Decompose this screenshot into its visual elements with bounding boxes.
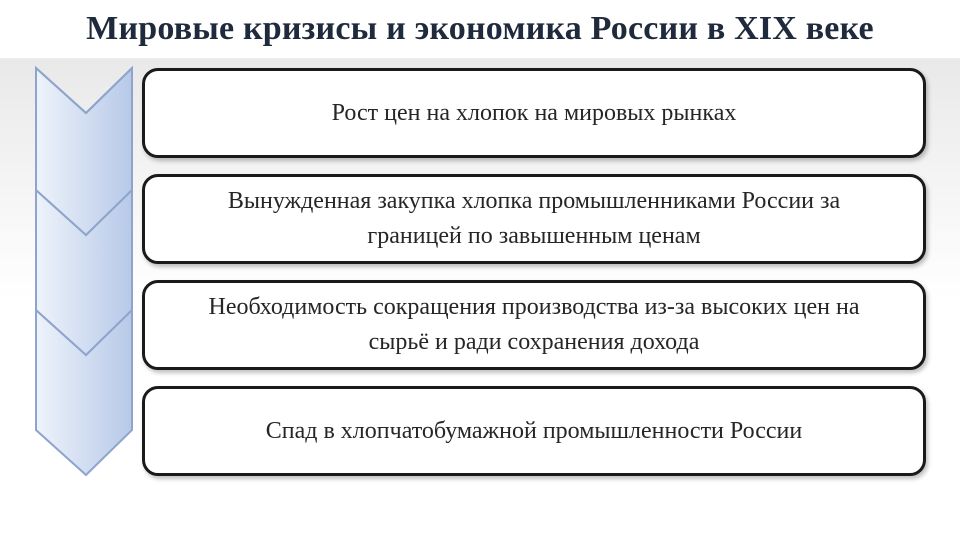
step-text-4: Спад в хлопчатобумажной промышленности России bbox=[265, 417, 803, 444]
step-box-1 bbox=[142, 68, 926, 158]
step-box-2 bbox=[142, 174, 926, 264]
step-box-3 bbox=[142, 280, 926, 370]
step-text-1: Рост цен на хлопок на мировых рынках bbox=[331, 99, 737, 126]
slide-title: Мировые кризисы и экономика России в XIX веке bbox=[86, 10, 874, 47]
step-box-4 bbox=[142, 386, 926, 476]
step-text-3: Необходимость сокращения производства из-за высоких цен на сырьё и ради сохранения дохода bbox=[208, 294, 860, 355]
step-text-2: Вынужденная закупка хлопка промышленниками России за границей по завышенным ценам bbox=[227, 188, 841, 249]
